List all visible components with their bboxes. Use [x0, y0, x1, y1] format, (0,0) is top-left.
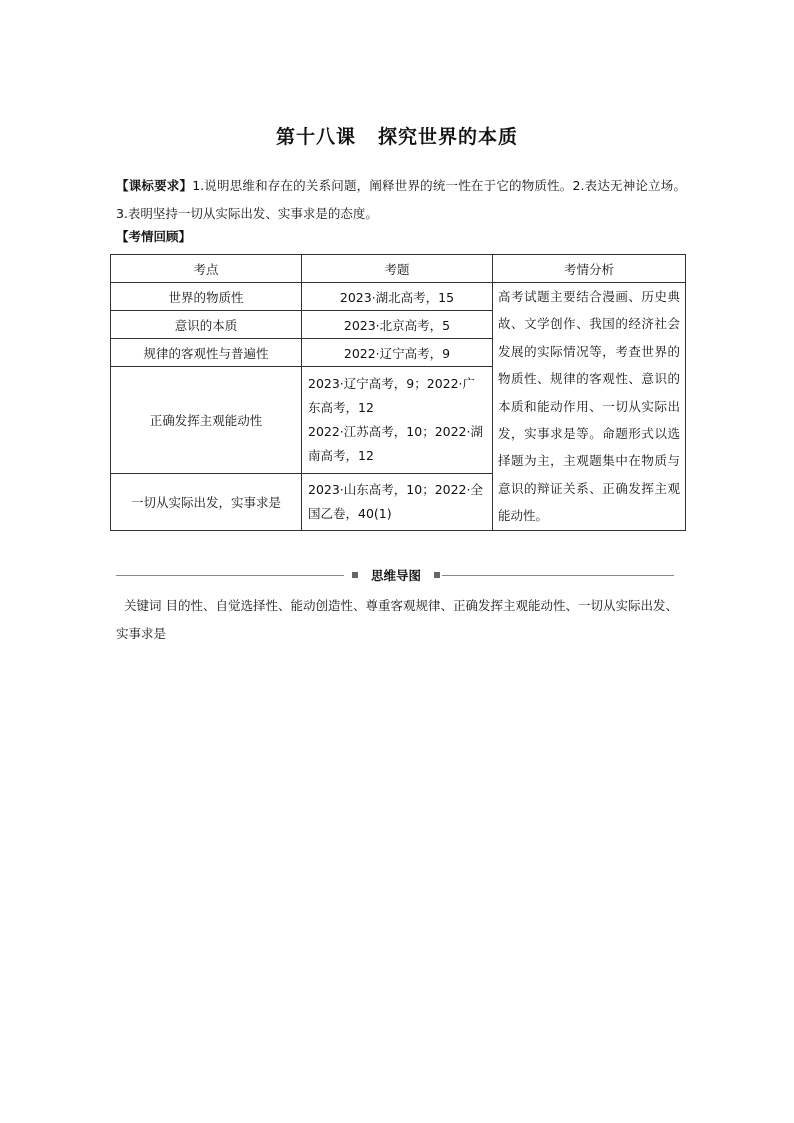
title-lesson: 第十八课: [275, 126, 356, 148]
table-row: [111, 283, 686, 311]
question-line: 2023·山东高考，10；2022·全国乙卷，40(1): [308, 481, 483, 521]
page-title: [0, 122, 794, 149]
question-cell: 2022·辽宁高考，9: [302, 339, 493, 367]
divider-line: [442, 575, 674, 576]
square-bullet-icon: [434, 572, 440, 578]
point-cell: 正确发挥主观能动性: [111, 367, 302, 474]
square-bullet-icon: [352, 572, 358, 578]
point-cell: 规律的客观性与普遍性: [111, 339, 302, 367]
header-cell: 考情分析: [493, 255, 686, 283]
keywords-text: 目的性、自觉选择性、能动创造性、尊重客观规律、正确发挥主观能动性、一切从实际出发、实事求是: [116, 598, 679, 641]
question-cell: 2023·湖北高考，15: [302, 283, 493, 311]
divider-line: [116, 575, 344, 576]
question-cell: [302, 367, 493, 474]
keywords-label: 关键词: [124, 598, 162, 613]
point-cell: 一切从实际出发，实事求是: [111, 474, 302, 530]
title-topic: 探究世界的本质: [378, 126, 519, 148]
question-cell: [302, 474, 493, 530]
table-header-row: [111, 255, 686, 283]
question-line: 2023·辽宁高考，9；2022·广东高考，12: [308, 376, 476, 416]
analysis-cell: 高考试题主要结合漫画、历史典故、文学创作、我国的经济社会发展的实际情况等，考查世界的物质性、规律的客观性、意识的本质和能动作用、一切从实际出发，实事求是等。命题形式以选择题为主，主观题集中在物质与意识的辩证关系、正确发挥主观能动性。: [493, 283, 686, 531]
keywords-paragraph: [116, 592, 682, 648]
requirements-tag: 【课标要求】: [116, 178, 193, 193]
mind-map-label: 思维导图: [370, 568, 421, 583]
point-cell: 意识的本质: [111, 311, 302, 339]
exam-review-label: 【考情回顾】: [116, 229, 192, 244]
header-cell: 考点: [111, 255, 302, 283]
exam-review-table: [110, 254, 686, 531]
header-cell: 考题: [302, 255, 493, 283]
requirements-text: 1.说明思维和存在的关系问题，阐释世界的统一性在于它的物质性。2.表达无神论立场。3.表明坚持一切从实际出发、实事求是的态度。: [116, 178, 686, 221]
point-cell: 世界的物质性: [111, 283, 302, 311]
question-line: 2022·江苏高考，10；2022·湖南高考，12: [308, 424, 483, 464]
mind-map-heading: [116, 565, 674, 585]
question-cell: 2023·北京高考，5: [302, 311, 493, 339]
curriculum-requirements: [116, 172, 686, 228]
